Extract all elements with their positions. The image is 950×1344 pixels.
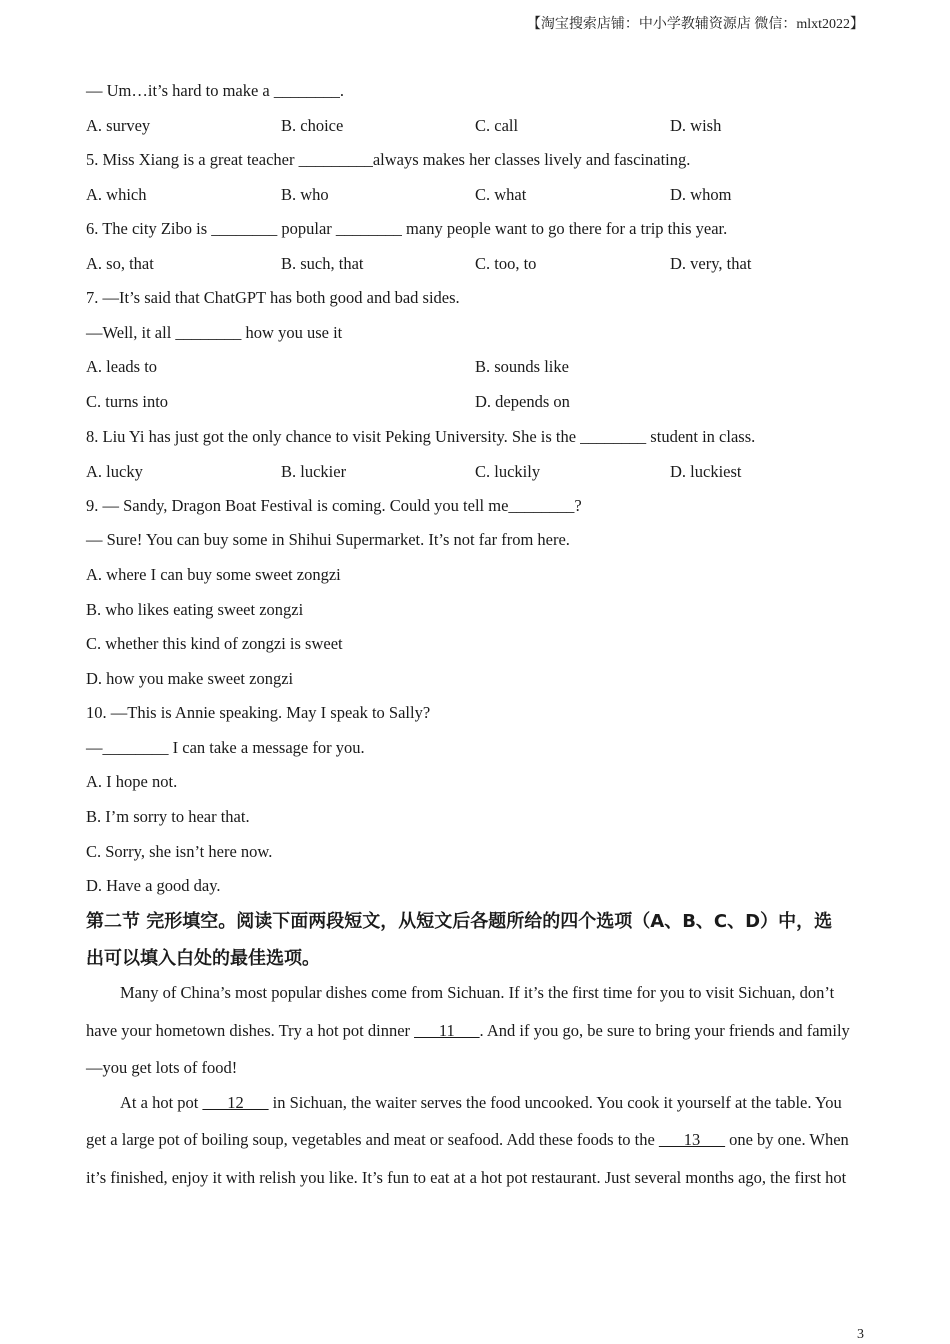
q7-option-c: C. turns into bbox=[86, 392, 169, 411]
q4-reply: — Um…it’s hard to make a ________. bbox=[86, 81, 345, 100]
passage-p2-line1 bbox=[120, 1093, 898, 1113]
q6-stem: 6. The city Zibo is ________ popular ________ many people want to go there for a trip this year. bbox=[86, 219, 728, 238]
section2-heading bbox=[86, 903, 866, 977]
q10-option-a: A. I hope not. bbox=[86, 772, 178, 791]
q8-stem: 8. Liu Yi has just got the only chance to visit Peking University. She is the ________ student in class. bbox=[86, 427, 756, 446]
passage-text: one by one. When bbox=[724, 1130, 849, 1149]
blank-11: ___11___ bbox=[414, 1021, 480, 1040]
q7-options-row1 bbox=[86, 357, 876, 377]
q6-option-b: B. such, that bbox=[281, 254, 364, 273]
q8-options bbox=[86, 462, 876, 482]
q7-option-d: D. depends on bbox=[475, 392, 570, 411]
q9-option-a: A. where I can buy some sweet zongzi bbox=[86, 565, 341, 584]
q5-option-b: B. who bbox=[281, 185, 329, 204]
q10-stem: 10. —This is Annie speaking. May I speak to Sally? bbox=[86, 703, 431, 722]
q8-option-a: A. lucky bbox=[86, 462, 143, 481]
q10-option-c: C. Sorry, she isn’t here now. bbox=[86, 842, 273, 861]
page-number: 3 bbox=[857, 1327, 864, 1342]
passage-p1-line1: Many of China’s most popular dishes come from Sichuan. If it’s the first time for you to visit Sichuan, don’t bbox=[120, 983, 835, 1002]
passage-text: get a large pot of boiling soup, vegetables and meat or seafood. Add these foods to the bbox=[86, 1130, 659, 1149]
q7-options-row2 bbox=[86, 392, 876, 412]
q6-option-a: A. so, that bbox=[86, 254, 154, 273]
q10-option-b: B. I’m sorry to hear that. bbox=[86, 807, 250, 826]
q7-reply: —Well, it all ________ how you use it bbox=[86, 323, 343, 342]
q9-option-d: D. how you make sweet zongzi bbox=[86, 669, 294, 688]
q8-option-d: D. luckiest bbox=[670, 462, 742, 481]
q5-option-c: C. what bbox=[475, 185, 527, 204]
q4-option-a: A. survey bbox=[86, 116, 151, 135]
q4-option-c: C. call bbox=[475, 116, 519, 135]
q8-option-c: C. luckily bbox=[475, 462, 541, 481]
q5-stem: 5. Miss Xiang is a great teacher _________always makes her classes lively and fascinating. bbox=[86, 150, 691, 169]
q6-option-d: D. very, that bbox=[670, 254, 752, 273]
q4-option-d: D. wish bbox=[670, 116, 722, 135]
q4-options bbox=[86, 116, 876, 136]
passage-text: At a hot pot bbox=[120, 1093, 203, 1112]
q9-option-c: C. whether this kind of zongzi is sweet bbox=[86, 634, 343, 653]
passage-p2-line3: it’s finished, enjoy it with relish you like. It’s fun to eat at a hot pot restaurant. Just several months ago, the first hot bbox=[86, 1168, 847, 1187]
q10-option-d: D. Have a good day. bbox=[86, 876, 221, 895]
q7-option-a: A. leads to bbox=[86, 357, 158, 376]
passage-text: . And if you go, be sure to bring your friends and family bbox=[479, 1021, 850, 1040]
passage-text: in Sichuan, the waiter serves the food uncooked. You cook it yourself at the table. You bbox=[268, 1093, 842, 1112]
q8-option-b: B. luckier bbox=[281, 462, 347, 481]
page-header: 【淘宝搜索店铺：中小学教辅资源店 微信：mlxt2022】 bbox=[526, 17, 864, 32]
passage-p1-line3: —you get lots of food! bbox=[86, 1058, 238, 1077]
q6-option-c: C. too, to bbox=[475, 254, 537, 273]
passage-p1-line2 bbox=[86, 1021, 864, 1041]
q7-stem: 7. —It’s said that ChatGPT has both good and bad sides. bbox=[86, 288, 460, 307]
q6-options bbox=[86, 254, 876, 274]
q9-reply: — Sure! You can buy some in Shihui Supermarket. It’s not far from here. bbox=[86, 530, 570, 549]
q5-option-d: D. whom bbox=[670, 185, 732, 204]
q10-reply: —________ I can take a message for you. bbox=[86, 738, 365, 757]
blank-12: ___12___ bbox=[202, 1093, 269, 1112]
q5-option-a: A. which bbox=[86, 185, 147, 204]
q9-stem: 9. — Sandy, Dragon Boat Festival is coming. Could you tell me________? bbox=[86, 496, 582, 515]
passage-text: have your hometown dishes. Try a hot pot dinner bbox=[86, 1021, 415, 1040]
q5-options bbox=[86, 185, 876, 205]
blank-13: ___13___ bbox=[658, 1130, 725, 1149]
q9-option-b: B. who likes eating sweet zongzi bbox=[86, 600, 304, 619]
q4-option-b: B. choice bbox=[281, 116, 344, 135]
section2-heading-line1: 第二节 完形填空。阅读下面两段短文，从短文后各题所给的四个选项（A、B、C、D）中，选 bbox=[86, 911, 833, 932]
q7-option-b: B. sounds like bbox=[475, 357, 569, 376]
section2-heading-line2: 出可以填入白处的最佳选项。 bbox=[86, 948, 320, 969]
passage-p2-line2 bbox=[86, 1130, 864, 1150]
